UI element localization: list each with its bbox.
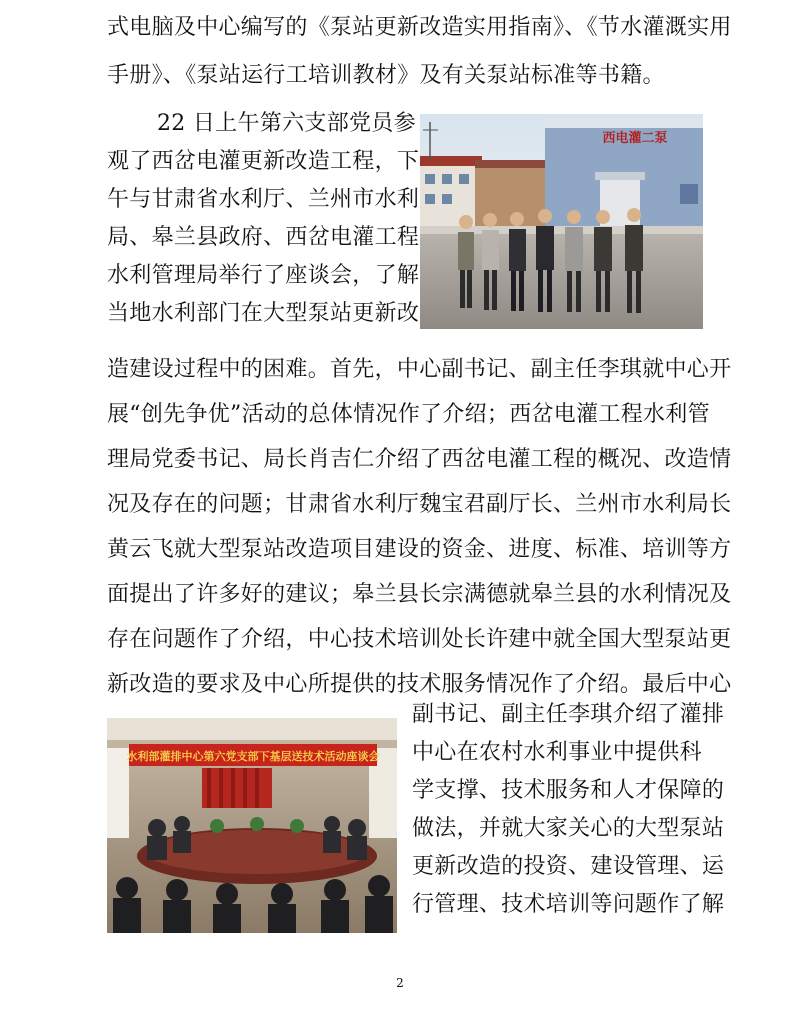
photo-meeting — [107, 718, 397, 933]
text-line: 黄云飞就大型泵站改造项目建设的资金、进度、标准、培训等方 — [107, 537, 732, 562]
text-line: 观了西岔电灌更新改造工程，下 — [107, 149, 420, 174]
text-line: 学支撑、技术服务和人才保障的 — [412, 778, 725, 803]
text-line: 局、皋兰县政府、西岔电灌工程 — [107, 225, 420, 250]
text-line: 22 日上午第六支部党员参 — [157, 111, 416, 136]
meeting-banner-text: 水利部灌排中心第六党支部下基层送技术活动座谈会 — [126, 750, 380, 763]
text-line: 手册》、《泵站运行工培训教材》及有关泵站标准等书籍。 — [107, 63, 665, 88]
text-line: 式电脑及中心编写的《泵站更新改造实用指南》、《节水灌溉实用 — [107, 15, 732, 40]
text-line: 午与甘肃省水利厅、兰州市水利 — [107, 187, 420, 212]
text-line: 副书记、副主任李琪介绍了灌排 — [412, 702, 725, 727]
text-line: 水利管理局举行了座谈会，了解 — [107, 263, 420, 288]
text-line: 行管理、技术培训等问题作了解 — [412, 892, 725, 917]
text-line: 面提出了许多好的建议；皋兰县长宗满德就皋兰县的水利情况及 — [107, 582, 732, 607]
meeting-photo-image — [107, 718, 397, 933]
text-line: 更新改造的投资、建设管理、运 — [412, 854, 725, 879]
photo-group-pump-station — [420, 114, 703, 329]
text-line: 理局党委书记、局长肖吉仁介绍了西岔电灌工程的概况、改造情 — [107, 447, 732, 472]
text-line: 做法，并就大家关心的大型泵站 — [412, 816, 725, 841]
page-number: 2 — [396, 976, 404, 990]
text-line: 当地水利部门在大型泵站更新改 — [107, 301, 420, 326]
text-line: 存在问题作了介绍，中心技术培训处长许建中就全国大型泵站更 — [107, 627, 732, 652]
group-photo-image — [420, 114, 703, 329]
text-line: 造建设过程中的困难。首先，中心副书记、副主任李琪就中心开 — [107, 357, 732, 382]
text-line: 展“创先争优”活动的总体情况作了介绍；西岔电灌工程水利管 — [107, 402, 710, 427]
building-sign-text: 西电灌二泵 — [602, 131, 668, 146]
text-line: 况及存在的问题；甘肃省水利厅魏宝君副厅长、兰州市水利局长 — [107, 492, 732, 517]
text-line: 新改造的要求及中心所提供的技术服务情况作了介绍。最后中心 — [107, 672, 732, 697]
text-line: 中心在农村水利事业中提供科 — [412, 740, 702, 765]
